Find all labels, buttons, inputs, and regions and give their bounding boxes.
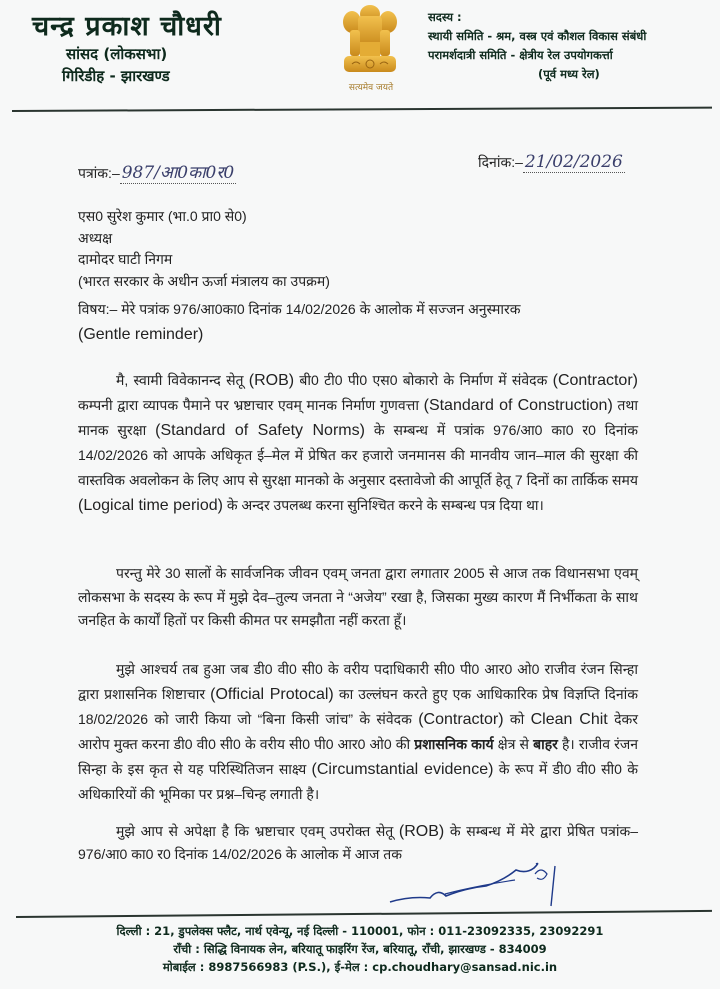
text-run: (Circumstantial evidence) xyxy=(311,761,494,778)
text-run: बी0 टी0 पी0 एस0 बोकारो के निर्माण में संवेदक xyxy=(294,372,553,388)
recipient-org: दामोदर घाटी निगम xyxy=(78,251,173,267)
signature-icon xyxy=(385,860,585,910)
text-run: के अन्दर उपलब्ध करना सुनिश्चित करने के सम्बन्ध पत्र दिया था। xyxy=(222,497,544,513)
text-run: (ROB) xyxy=(248,372,295,389)
membership-line: (पूर्व मध्य रेल) xyxy=(538,67,600,81)
recipient-address xyxy=(78,206,330,292)
reference-label: पत्रांक:– xyxy=(78,165,120,181)
text-run: है। राजीव रंजन सिन्हा के इस कृत से यह परिस्थितिजन साक्ष्य xyxy=(78,736,638,777)
text-run: कम्पनी द्वारा व्यापक पैमाने पर भ्रष्टाचार एवम् मानक निर्माण गुणवत्ता xyxy=(78,397,424,413)
text-run: मै, स्वामी विवेकानन्द सेतू xyxy=(116,372,249,388)
text-run: देकर आरोप मुक्त करना डी0 वी0 सी0 के वरीय सी0 पी0 आर0 ओ0 की xyxy=(78,711,638,752)
letter-date xyxy=(478,152,625,172)
text-run: को xyxy=(503,711,531,727)
text-run: (Standard of Safety Norms) xyxy=(155,422,365,439)
bold-text-run: प्रशासनिक कार्य xyxy=(414,736,494,752)
subject-text: मेरे पत्रांक 976/आ0का0 दिनांक 14/02/2026 के आलोक में सज्जन अनुस्मारक xyxy=(121,301,521,317)
membership-line: परामर्शदात्री समिति - क्षेत्रीय रेल उपयोगकर्त्ता xyxy=(428,48,613,62)
text-run: के रूप में डी0 वी0 सी0 के अधिकारियों की भूमिका पर प्रश्न–चिन्ह लगाती है। xyxy=(78,761,638,802)
recipient-name: एस0 सुरेश कुमार (भा.0 प्रा0 से0) xyxy=(78,208,247,224)
letter-subject xyxy=(78,297,638,347)
text-run: तथा मानक सुरक्षा xyxy=(78,397,638,438)
date-label: दिनांक:– xyxy=(478,154,523,170)
text-run: क्षेत्र से xyxy=(493,736,534,752)
recipient-org-note: (भारत सरकार के अधीन ऊर्जा मंत्रालय का उपक्रम) xyxy=(78,272,330,289)
letterhead-footer xyxy=(0,922,720,976)
mp-designation: सांसद (लोकसभा) xyxy=(66,45,168,63)
text-run: (ROB) xyxy=(398,823,445,840)
text-run: Clean Chit xyxy=(530,711,608,728)
text-run: के सम्बन्ध में मेरे द्वारा प्रेषित पत्रांक– 976/आ0 का0 र0 दिनांक 14/02/2026 के आलोक में आज तक xyxy=(78,823,639,862)
text-run: (Official Protocal) xyxy=(210,686,334,703)
footer-divider xyxy=(16,910,712,918)
emblem-motto: सत्यमेव जयते xyxy=(348,83,394,93)
mp-name: चन्द्र प्रकाश चौधरी xyxy=(32,11,222,42)
letter-reference xyxy=(78,160,236,183)
body-paragraph-1 xyxy=(78,368,638,518)
bold-text-run: बाहर xyxy=(533,736,558,752)
reference-number: 987/आ0का0र0 xyxy=(121,163,235,183)
text-run: मुझे आश्चर्य तब हुआ जब डी0 वी0 सी0 के वरीय पदाधिकारी सी0 पी0 आर0 ओ0 राजीव रंजन सिन्हा द्वारा प्रशासनिक शिष्टाचार xyxy=(78,661,638,702)
text-run: (Standard of Construction) xyxy=(423,397,613,414)
delhi-address: दिल्ली : 21, डुपलेक्स फ्लैट, नार्थ एवेन्यू, नई दिल्ली - 110001, फोन : 011-23092335, 23092291 xyxy=(116,924,604,938)
contact-details: मोबाईल : 8987566983 (P.S.), ई-मेल : cp.choudhary@sansad.nic.in xyxy=(162,960,558,974)
text-run: (Contractor) xyxy=(418,711,504,728)
body-paragraph-3 xyxy=(78,657,638,807)
text-run: मुझे आप से अपेक्षा है कि भ्रष्टाचार एवम् उपरोक्त सेतू xyxy=(116,823,399,839)
subject-label: विषय:– xyxy=(78,301,118,317)
body-paragraph-4 xyxy=(78,820,638,865)
mp-constituency: गिरिडीह - झारखण्ड xyxy=(62,67,170,85)
text-run: का उल्लंघन करते हुए एक आधिकारिक प्रेष विज्ञप्ति दिनांक 18/02/2026 को जारी किया जो “बिना किसी जांच” के संवेदक xyxy=(78,686,638,727)
membership-heading: सदस्य : xyxy=(428,10,462,24)
text-run: के सम्बन्ध में पत्रांक 976/आ0 का0 र0 दिनांक 14/02/2026 को आपके अधिकृत ई–मेल में प्रेषित कर हजारो जनमानस की मानवीय जान–माल की सुरक्षा की वास्तविक अवलोकन के लिए आप से सुरक्षा मानको के अनुसार दस्तावेजो की आपूर्ति हेतू 7 दिनों का तार्किक समय xyxy=(78,422,638,488)
date-value: 21/02/2026 xyxy=(524,152,623,172)
committee-membership xyxy=(428,8,646,84)
header-divider xyxy=(12,107,712,112)
text-run: (Contractor) xyxy=(552,372,638,389)
subject-english: (Gentle reminder) xyxy=(78,326,204,343)
ranchi-address: राँची : सिद्धि विनायक लेन, बरियातू फाइरिंग रेंज, बरियातू, राँची, झारखण्ड - 834009 xyxy=(173,942,547,956)
membership-line: स्थायी समिति - श्रम, वस्त्र एवं कौशल विकास संबंधी xyxy=(428,29,647,43)
text-run: (Logical time period) xyxy=(78,497,223,514)
recipient-title: अध्यक्ष xyxy=(78,229,113,246)
body-paragraph-2: परन्तु मेरे 30 सालों के सार्वजनिक जीवन एवम् जनता द्वारा लगातार 2005 से आज तक विधानसभा एवम् लोकसभा के सदस्य के रूप में मुझे देव–तुल्य जनता ने “अजेय” रखा है, जिसका मुख्य कारण मैं निर्भीकता के साथ जनहित के कार्यों हितों पर किसी कीमत पर समझौता नहीं करता हूँ। xyxy=(78,565,638,628)
